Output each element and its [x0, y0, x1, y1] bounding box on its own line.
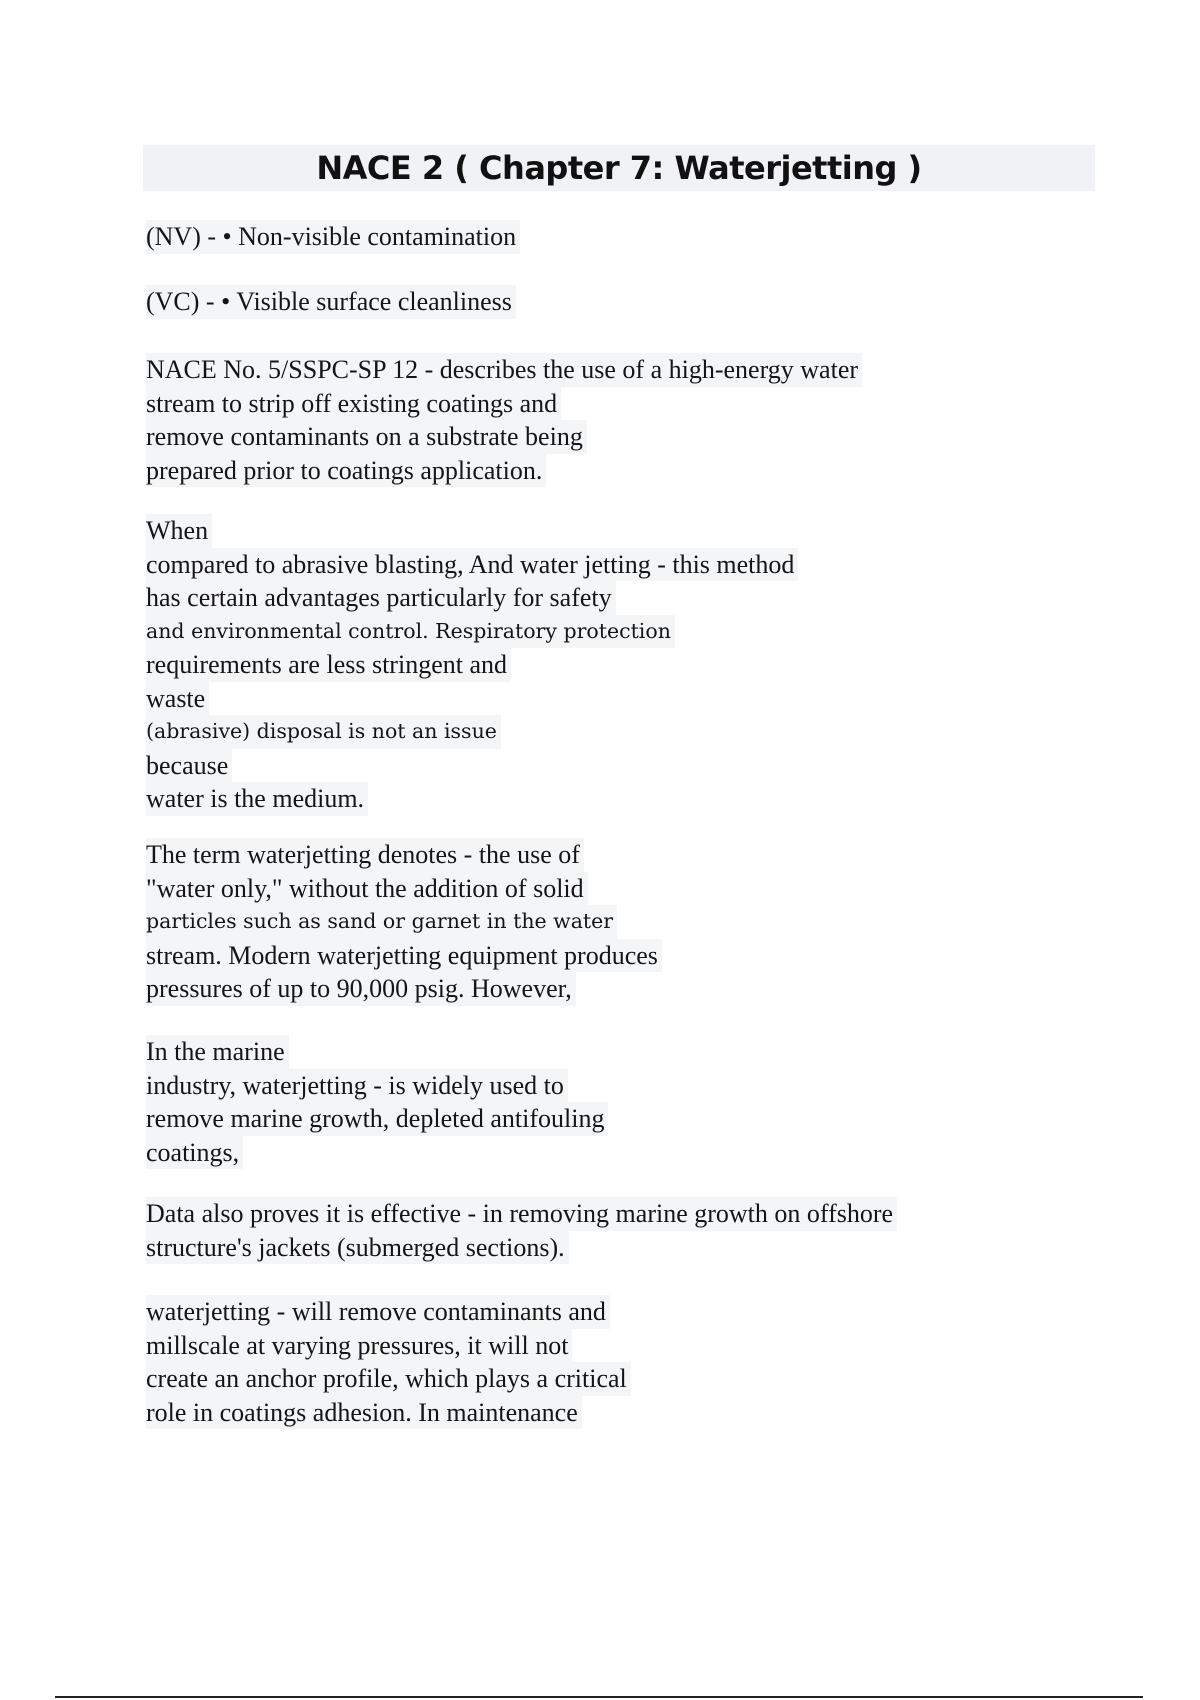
paragraph-line: NACE No. 5/SSPC-SP 12 - describes the use of a high-energy water — [146, 353, 862, 387]
paragraph-term-waterjetting — [146, 838, 1066, 1006]
paragraph-vc — [146, 285, 1066, 319]
page-title: NACE 2 ( Chapter 7: Waterjetting ) — [316, 149, 922, 187]
paragraph-advantages — [146, 514, 1066, 816]
paragraph-nace-no5 — [146, 353, 1066, 487]
paragraph-line: waterjetting - will remove contaminants and — [146, 1295, 610, 1329]
paragraph-line: particles such as sand or garnet in the water — [146, 905, 617, 939]
paragraph-line: prepared prior to coatings application. — [146, 454, 546, 488]
paragraph-line: requirements are less stringent and — [146, 648, 511, 682]
paragraph-line: The term waterjetting denotes - the use of — [146, 838, 584, 872]
paragraph-line: (NV) - • Non-visible contamination — [146, 220, 520, 254]
paragraph-line: (VC) - • Visible surface cleanliness — [146, 285, 516, 319]
title-bar — [143, 145, 1095, 191]
paragraph-offshore — [146, 1197, 1066, 1264]
paragraph-line: stream to strip off existing coatings and — [146, 387, 561, 421]
paragraph-line: (abrasive) disposal is not an issue — [146, 715, 501, 749]
paragraph-anchor-profile — [146, 1295, 1066, 1429]
paragraph-line: pressures of up to 90,000 psig. However, — [146, 972, 576, 1006]
paragraph-line: create an anchor profile, which plays a critical — [146, 1362, 631, 1396]
paragraph-line: In the marine — [146, 1035, 289, 1069]
paragraph-line: and environmental control. Respiratory protection — [146, 615, 675, 649]
paragraph-line: coatings, — [146, 1136, 243, 1170]
paragraph-line: compared to abrasive blasting, And water jetting - this method — [146, 548, 798, 582]
paragraph-marine-industry — [146, 1035, 1066, 1169]
paragraph-line: industry, waterjetting - is widely used to — [146, 1069, 568, 1103]
paragraph-line: Data also proves it is effective - in removing marine growth on offshore — [146, 1197, 897, 1231]
paragraph-line: millscale at varying pressures, it will not — [146, 1329, 572, 1363]
paragraph-line: waste — [146, 682, 209, 716]
paragraph-line: structure's jackets (submerged sections). — [146, 1231, 569, 1265]
paragraph-line: has certain advantages particularly for safety — [146, 581, 616, 615]
footer-rule — [55, 1696, 1143, 1698]
paragraph-line: remove contaminants on a substrate being — [146, 420, 587, 454]
paragraph-line: When — [146, 514, 212, 548]
paragraph-line: "water only," without the addition of solid — [146, 872, 588, 906]
paragraph-nv — [146, 220, 1066, 254]
paragraph-line: role in coatings adhesion. In maintenance — [146, 1396, 582, 1430]
paragraph-line: stream. Modern waterjetting equipment produces — [146, 939, 662, 973]
paragraph-line: because — [146, 749, 232, 783]
paragraph-line: remove marine growth, depleted antifouling — [146, 1102, 608, 1136]
paragraph-line: water is the medium. — [146, 782, 368, 816]
